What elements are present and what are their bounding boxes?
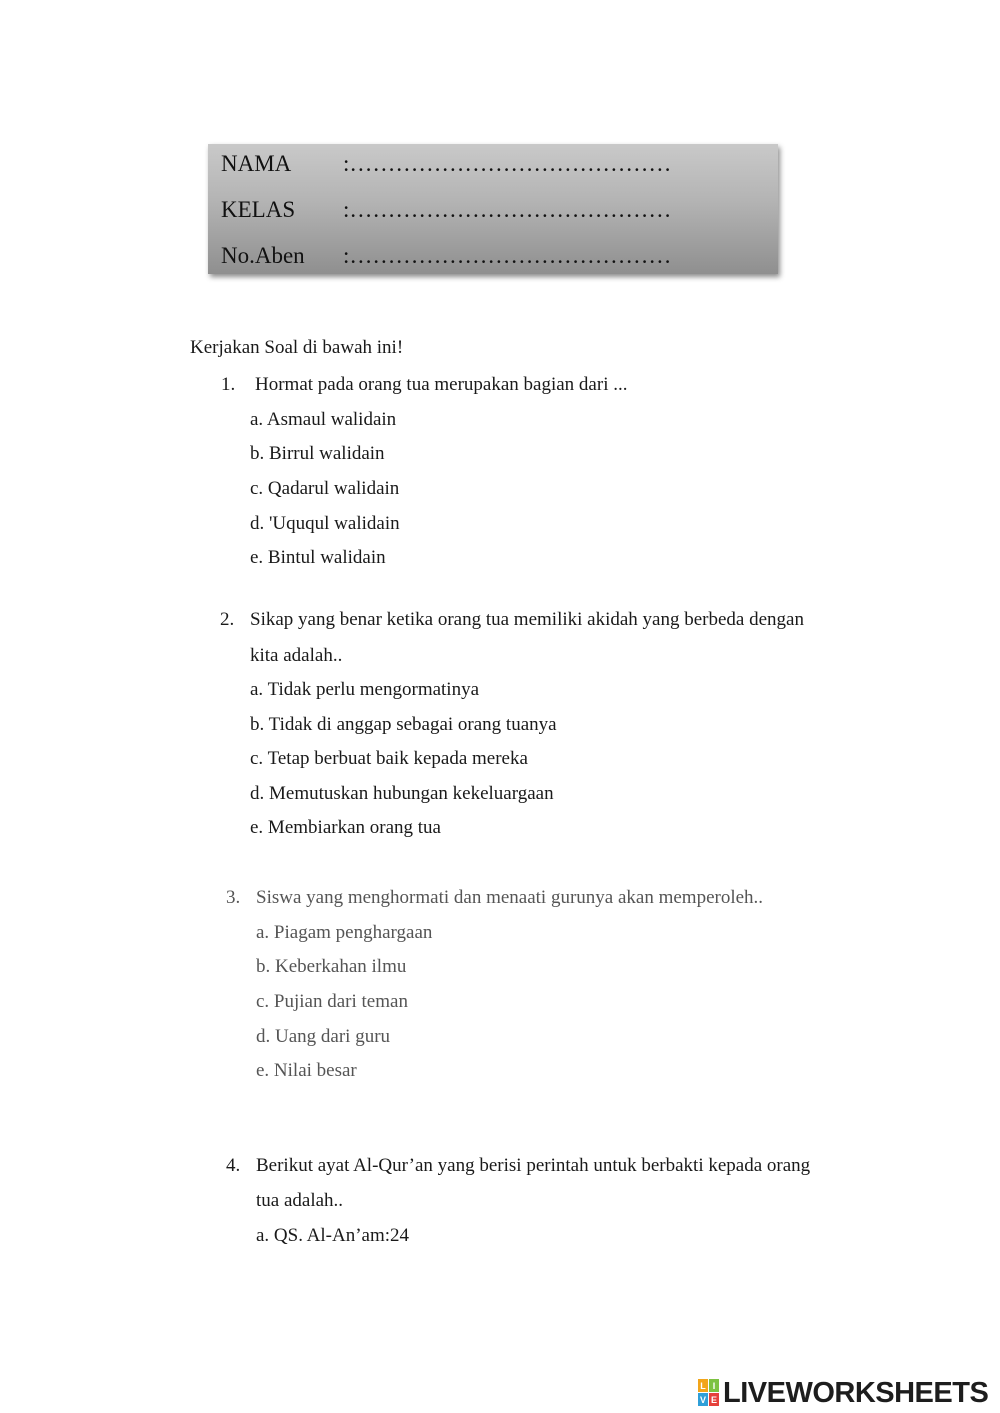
question-text-line1: Sikap yang benar ketika orang tua memiliki akidah yang berbeda dengan [250, 609, 804, 630]
field-label-noaben: No.Aben [221, 243, 305, 268]
option-4a[interactable]: a. QS. Al-An’am:24 [256, 1225, 410, 1246]
option-3b[interactable]: b. Keberkahan ilmu [256, 956, 407, 977]
option-1e[interactable]: e. Bintul walidain [250, 547, 386, 568]
liveworksheets-logo-icon [698, 1379, 720, 1407]
option-3e[interactable]: e. Nilai besar [256, 1060, 357, 1081]
question-text: Hormat pada orang tua merupakan bagian dari ... [255, 374, 628, 395]
question-text: Siswa yang menghormati dan menaati gurunya akan memperoleh.. [256, 887, 764, 908]
option-3d[interactable]: d. Uang dari guru [256, 1026, 391, 1047]
instruction-text: Kerjakan Soal di bawah ini! [190, 337, 404, 358]
question-text-line2: kita adalah.. [250, 645, 343, 666]
option-1a[interactable]: a. Asmaul walidain [250, 409, 397, 430]
brand-name: LIVEWORKSHEETS [723, 1377, 989, 1409]
student-info-box [208, 144, 778, 274]
field-value-nama[interactable]: :…………………………………… [343, 151, 672, 176]
option-2a[interactable]: a. Tidak perlu mengormatinya [250, 679, 480, 700]
svg-text:I: I [712, 1381, 716, 1391]
question-text-line1: Berikut ayat Al-Qur’an yang berisi perintah untuk berbakti kepada orang [256, 1155, 811, 1176]
svg-text:V: V [699, 1395, 707, 1405]
option-2d[interactable]: d. Memutuskan hubungan kekeluargaan [250, 783, 554, 804]
field-value-noaben[interactable]: :…………………………………… [343, 243, 672, 268]
question-number: 3. [226, 887, 241, 908]
option-2b[interactable]: b. Tidak di anggap sebagai orang tuanya [250, 714, 557, 735]
liveworksheets-brand[interactable] [698, 1377, 988, 1409]
option-1d[interactable]: d. 'Uququl walidain [250, 513, 400, 534]
option-3a[interactable]: a. Piagam penghargaan [256, 922, 433, 943]
svg-text:E: E [710, 1395, 718, 1405]
question-number: 4. [226, 1155, 241, 1176]
option-2c[interactable]: c. Tetap berbuat baik kepada mereka [250, 748, 528, 769]
question-text-line2: tua adalah.. [256, 1190, 344, 1211]
option-3c[interactable]: c. Pujian dari teman [256, 991, 408, 1012]
field-label-nama: NAMA [221, 151, 292, 176]
option-2e[interactable]: e. Membiarkan orang tua [250, 817, 441, 838]
question-number: 2. [220, 609, 235, 630]
option-1b[interactable]: b. Birrul walidain [250, 443, 385, 464]
field-label-kelas: KELAS [221, 197, 296, 222]
field-value-kelas[interactable]: :…………………………………… [343, 197, 672, 222]
question-number: 1. [221, 374, 236, 395]
option-1c[interactable]: c. Qadarul walidain [250, 478, 400, 499]
svg-text:L: L [700, 1381, 706, 1391]
